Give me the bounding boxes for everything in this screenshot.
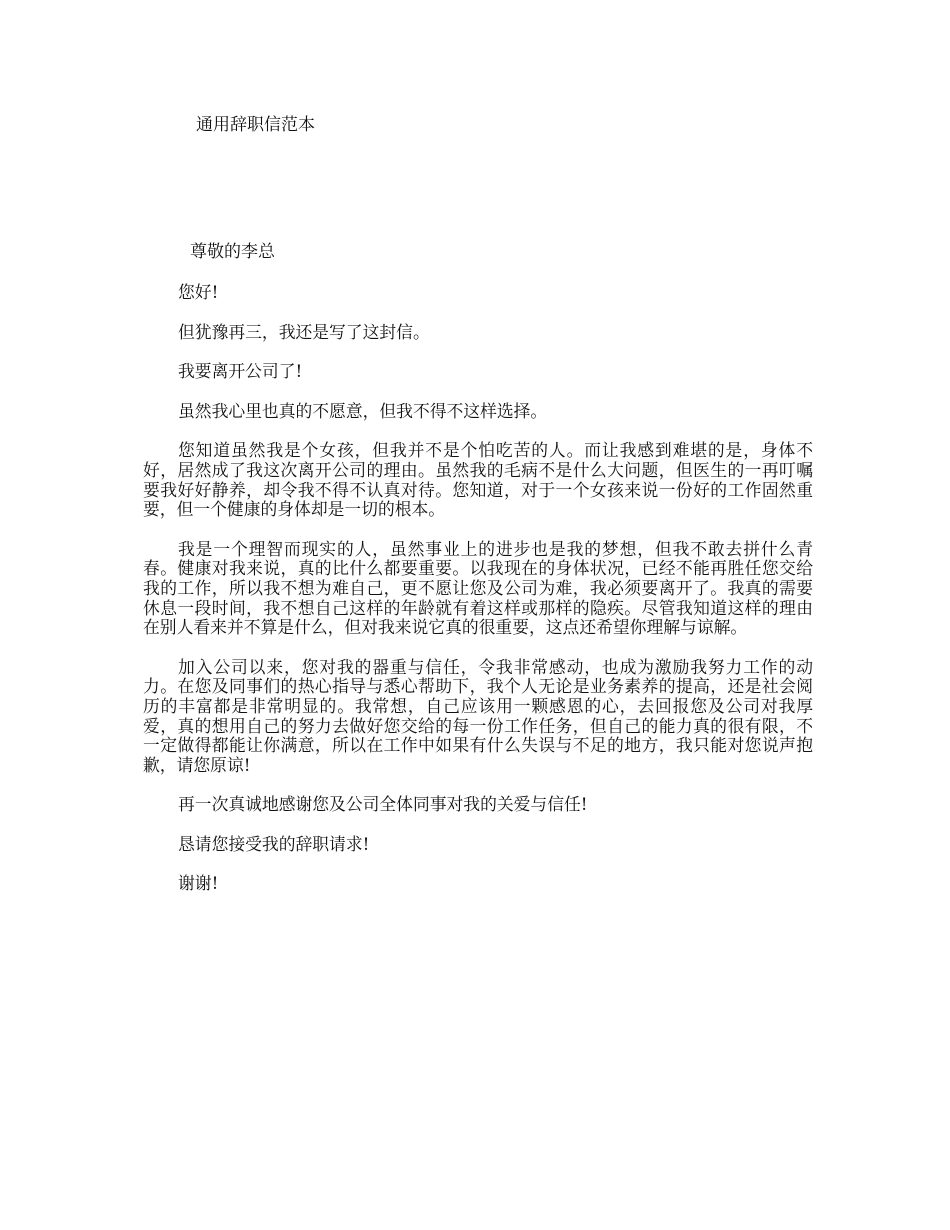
paragraph-leaving: 我要离开公司了! <box>178 361 303 382</box>
paragraph-greeting: 您好! <box>178 282 219 302</box>
paragraph-health-reason: 您知道虽然我是个女孩，但我并不是个怕吃苦的人。而让我感到难堪的是，身体不好，居然成了我这次离开公司的理由。虽然我的毛病不是什么大问题，但医生的一再叮嘱要我好好静养，却令我不得不认真对待。您知道，对于一个女孩来说一份好的工作固然重要，但一个健康的身体却是一切的根本。 <box>143 440 813 520</box>
document-title: 通用辞职信范本 <box>196 115 315 135</box>
paragraph-personal-values: 我是一个理智而现实的人，虽然事业上的进步也是我的梦想，但我不敢去拼什么青春。健康对我来说，真的比什么都要重要。以我现在的身体状况，已经不能再胜任您交给我的工作，所以我不想为难自己，更不愿让您及公司为难，我必须要离开了。我真的需要休息一段时间，我不想自己这样的年龄就有着这样或那样的隐疾。尽管我知道这样的理由在别人看来并不算是什么，但对我来说它真的很重要，这点还希望你理解与谅解。 <box>143 538 813 638</box>
paragraph-reluctance: 虽然我心里也真的不愿意，但我不得不这样选择。 <box>178 400 548 421</box>
paragraph-gratitude: 加入公司以来，您对我的器重与信任，令我非常感动，也成为激励我努力工作的动力。在您及同事们的热心指导与悉心帮助下，我个人无论是业务素养的提高，还是社会阅历的丰富都是非常明显的。我常想，自己应该用一颗感恩的心，去回报您及公司对我厚爱，真的想用自己的努力去做好您交给的每一份工作任务，但自己的能力真的很有限，不一定做得都能让你满意，所以在工作中如果有什么失误与不足的地方，我只能对您说声抱歉，请您原谅! <box>143 656 813 775</box>
paragraph-request: 恳请您接受我的辞职请求! <box>178 833 370 854</box>
letter-body <box>143 283 813 914</box>
paragraph-hesitation: 但犹豫再三，我还是写了这封信。 <box>178 321 430 342</box>
salutation: 尊敬的李总 <box>190 242 275 262</box>
paragraph-closing: 谢谢! <box>178 873 219 894</box>
paragraph-thanks-again: 再一次真诚地感谢您及公司全体同事对我的关爱与信任! <box>178 794 588 815</box>
